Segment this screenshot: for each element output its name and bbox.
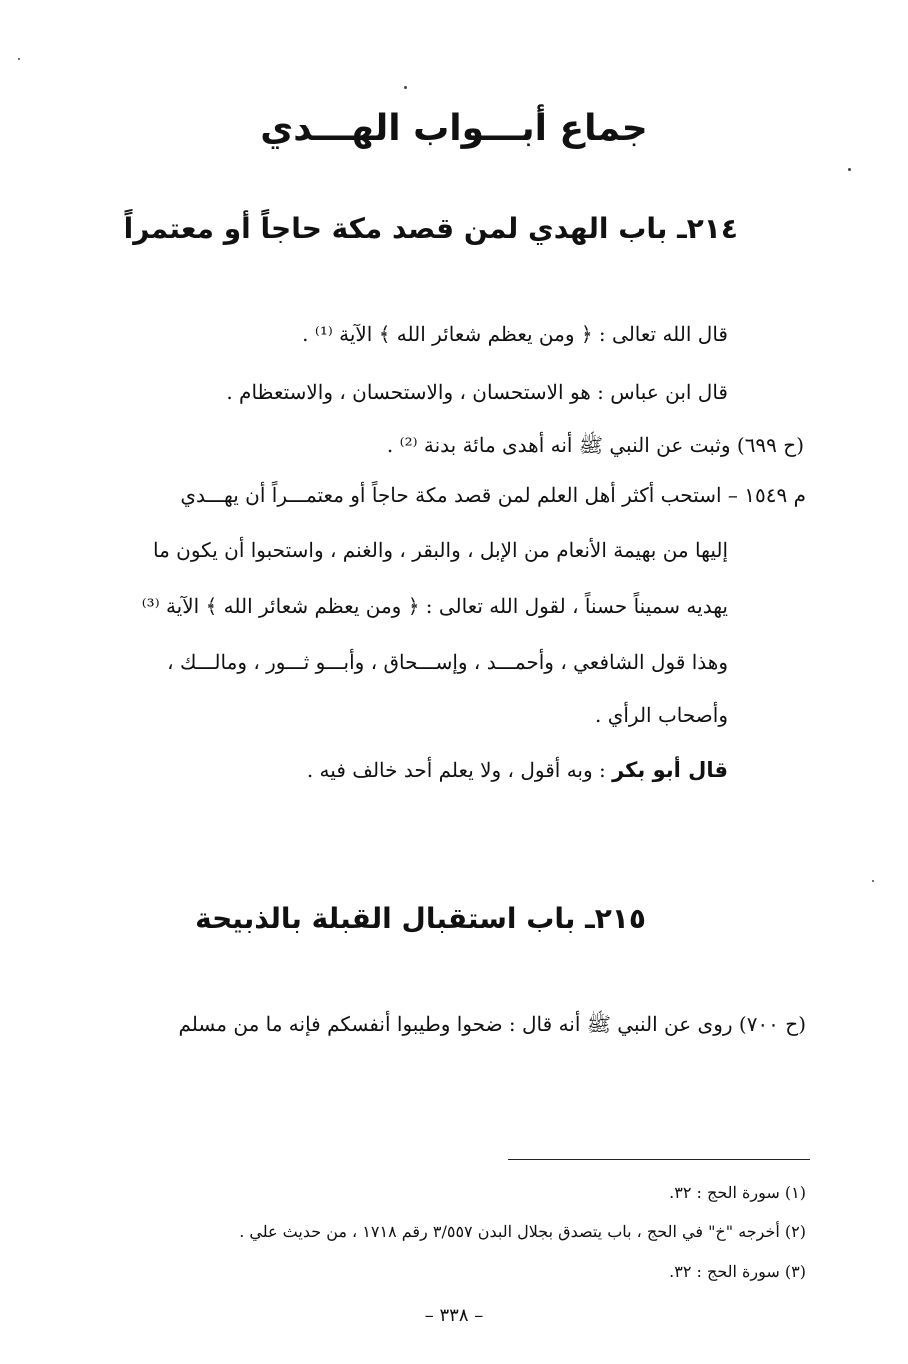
masala-line: م ١٥٤٩ – استحب أكثر أهل العلم لمن قصد مكة حاجاً أو معتمـــراً أن يهـــدي — [180, 483, 806, 507]
closing-lead: قال أبو بكر — [612, 758, 728, 782]
scan-speck — [404, 86, 407, 89]
footnote-divider — [508, 1159, 810, 1160]
footnote: (٣) سورة الحج : ٣٢. — [669, 1262, 806, 1281]
scan-speck — [848, 168, 851, 171]
paragraph-line: قال ابن عباس : هو الاستحسان ، والاستحسان ، والاستعظام . — [226, 380, 728, 404]
hadith-line: (ح ٦٩٩) وثبت عن النبي ﷺ أنه أهدى مائة بدنة ⁽²⁾ . — [386, 433, 804, 457]
paragraph-line: وأصحاب الرأي . — [595, 703, 728, 727]
paragraph-line: يهديه سميناً حسناً ، لقول الله تعالى : ﴿ ومن يعظم شعائر الله ﴾ الآية ⁽³⁾ — [141, 594, 728, 618]
page-title: جماع أبـــواب الهـــدي — [260, 108, 648, 149]
scan-speck — [872, 880, 874, 882]
scan-speck — [18, 58, 20, 60]
paragraph-line: إليها من بهيمة الأنعام من الإبل ، والبقر ، والغنم ، واستحبوا أن يكون ما — [153, 538, 728, 562]
section-heading-215: ٢١٥ـ باب استقبال القبلة بالذبيحة — [195, 902, 646, 935]
page-number: – ٣٣٨ – — [424, 1305, 484, 1326]
footnote: (٢) أخرجه "خ" في الحج ، باب يتصدق بجلال البدن ٣/٥٥٧ رقم ١٧١٨ ، من حديث علي . — [239, 1222, 806, 1241]
footnote: (١) سورة الحج : ٣٢. — [669, 1183, 806, 1202]
closing-text: : وبه أقول ، ولا يعلم أحد خالف فيه . — [306, 758, 613, 782]
section-heading-214: ٢١٤ـ باب الهدي لمن قصد مكة حاجاً أو معتمراً — [123, 212, 738, 245]
closing-statement — [307, 758, 728, 783]
hadith-line: (ح ٧٠٠) روى عن النبي ﷺ أنه قال : ضحوا وطيبوا أنفسكم فإنه ما من مسلم — [178, 1012, 806, 1036]
paragraph-line: وهذا قول الشافعي ، وأحمـــد ، وإســـحاق ، وأبـــو ثـــور ، ومالـــك ، — [167, 650, 728, 674]
paragraph-line: قال الله تعالى : ﴿ ومن يعظم شعائر الله ﴾ الآية ⁽¹⁾ . — [302, 322, 728, 346]
